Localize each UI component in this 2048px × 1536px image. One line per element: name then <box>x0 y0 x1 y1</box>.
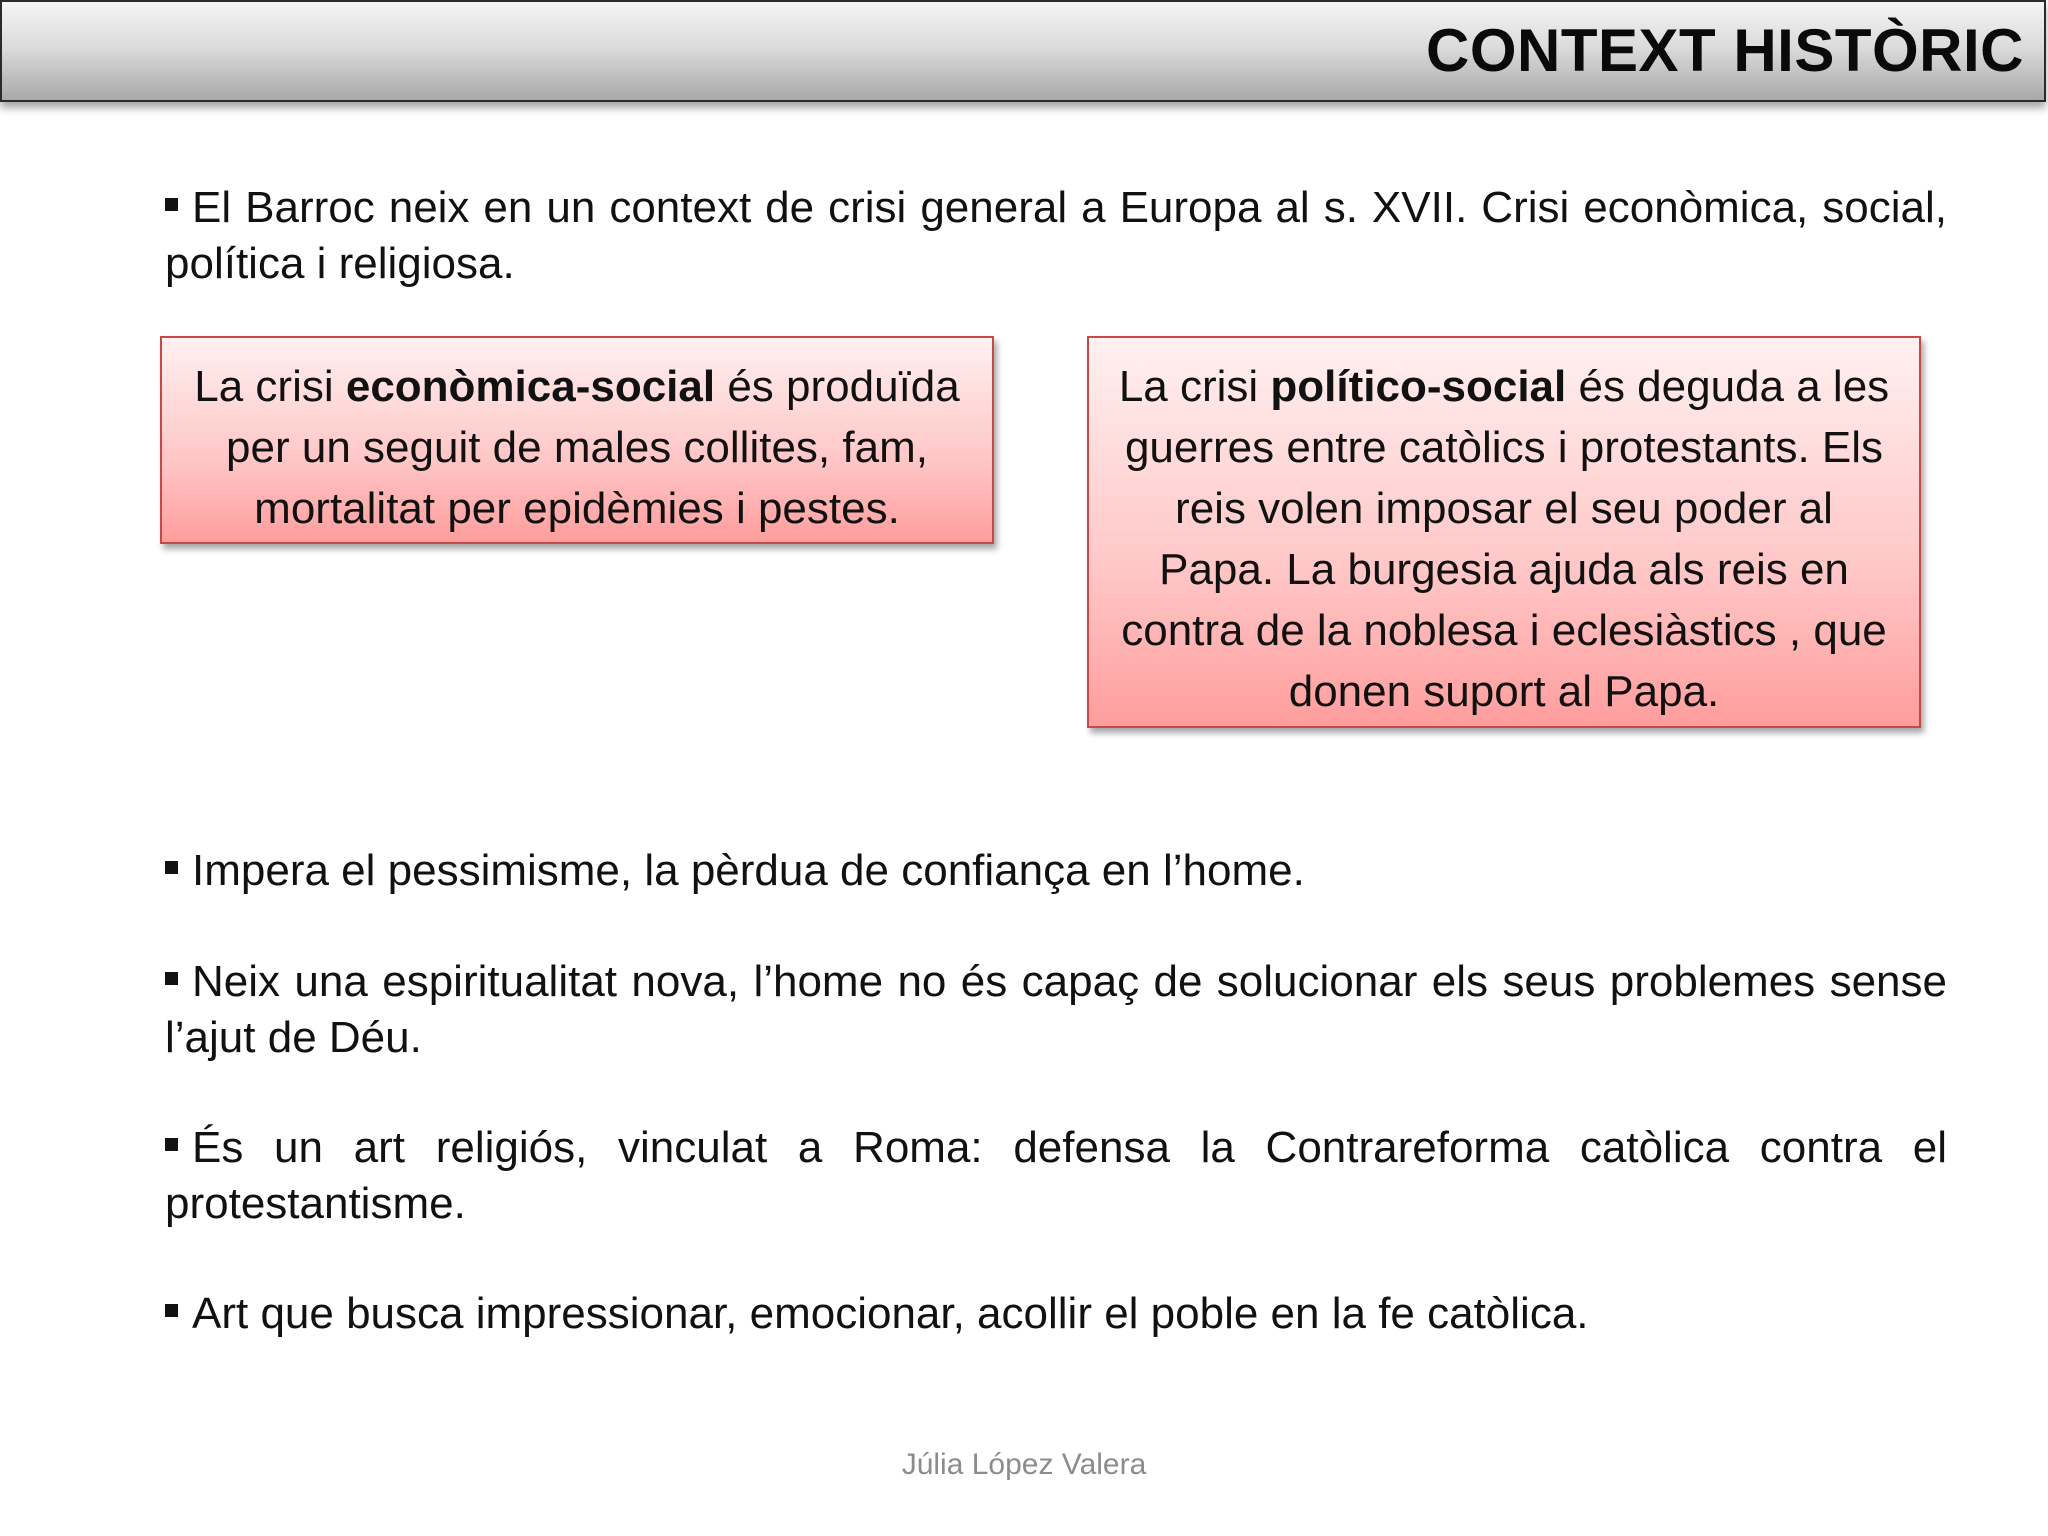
square-bullet-icon <box>165 1304 178 1317</box>
economic-crisis-box: La crisi econòmica-social és produïda per un seguit de males collites, fam, mortalitat per epidèmies i pestes. <box>160 336 994 544</box>
political-crisis-term: político-social <box>1270 362 1567 411</box>
economic-crisis-term: econòmica-social <box>345 362 716 411</box>
square-bullet-icon <box>165 972 178 985</box>
slide-header-bar <box>0 0 2046 102</box>
square-bullet-icon <box>165 198 178 211</box>
political-crisis-box: La crisi político-social és deguda a les guerres entre catòlics i protestants. Els reis volen imposar el seu poder al Papa. La burgesia ajuda als reis en contra de la noblesa i eclesiàstics , que donen suport al Papa. <box>1087 336 1921 728</box>
square-bullet-icon <box>165 861 178 874</box>
slide-title: CONTEXT HISTÒRIC <box>1425 17 2024 84</box>
intro-text: El Barroc neix en un context de crisi general a Europa al s. XVII. Crisi econòmica, social, política i religiosa. <box>165 183 1947 288</box>
square-bullet-icon <box>165 1138 178 1151</box>
bullet-item: Impera el pessimisme, la pèrdua de confiança en l’home. <box>165 843 1947 899</box>
bullet-item: Art que busca impressionar, emocionar, acollir el poble en la fe catòlica. <box>165 1286 1947 1342</box>
footer-author: Júlia López Valera <box>901 1448 1147 1481</box>
bullet-item: Neix una espiritualitat nova, l’home no és capaç de solucionar els seus problemes sense l’ajut de Déu. <box>165 957 1947 1062</box>
intro-paragraph <box>165 180 1947 292</box>
bullet-item: És un art religiós, vinculat a Roma: defensa la Contrareforma catòlica contra el protestantisme. <box>165 1123 1947 1228</box>
